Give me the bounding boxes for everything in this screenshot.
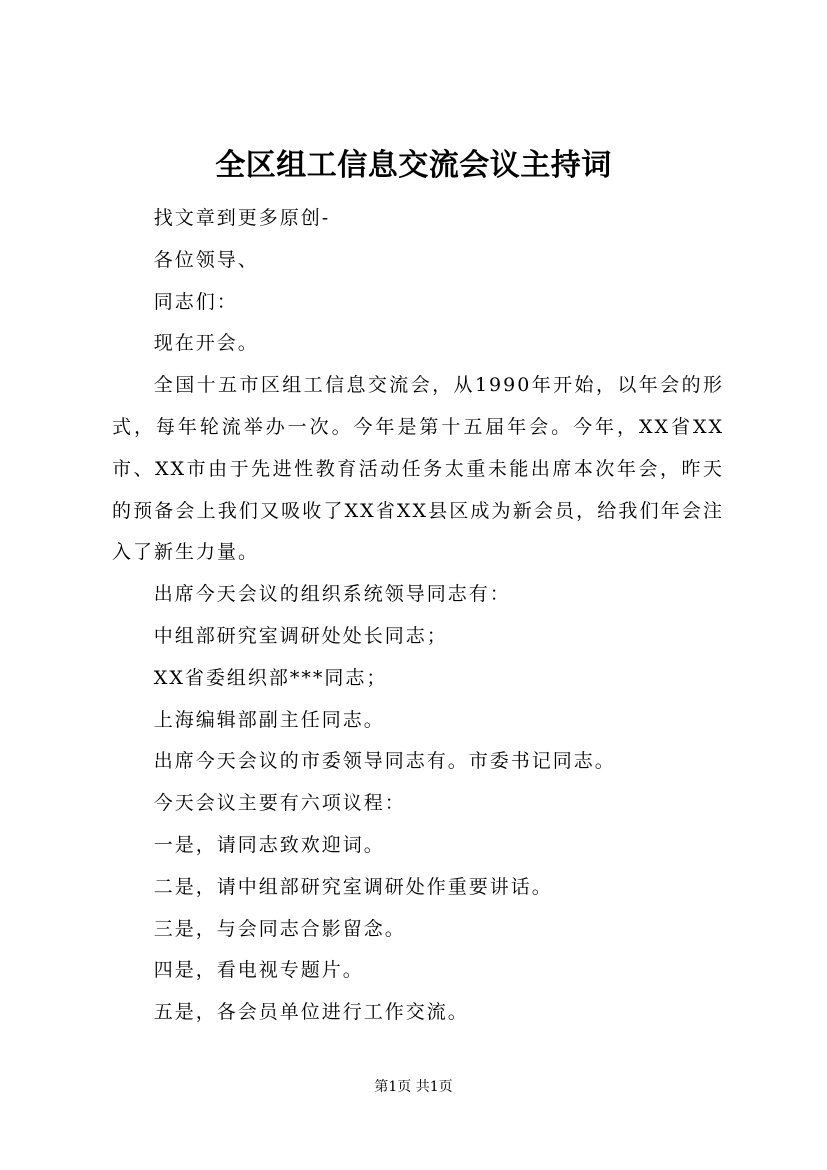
document-body [112, 198, 724, 1034]
paragraph: XX省委组织部***同志； [153, 666, 388, 689]
paragraph: 同志们： [153, 290, 238, 313]
paragraph: 出席今天会议的市委领导同志有。市委书记同志。 [153, 750, 616, 773]
paragraph: 找文章到更多原创- [153, 207, 331, 229]
paragraph: 四是，看电视专题片。 [153, 959, 364, 982]
paragraph: 三是，与会同志合影留念。 [153, 917, 406, 940]
paragraph: 各位领导、 [153, 248, 259, 271]
paragraph: 今天会议主要有六项议程： [153, 792, 406, 815]
paragraph: 出席今天会议的组织系统领导同志有： [153, 583, 511, 606]
paragraph: 现在开会。 [153, 332, 259, 355]
paragraph: 五是，各会员单位进行工作交流。 [153, 1001, 469, 1024]
paragraph: 全国十五市区组工信息交流会，从1990年开始，以年会的形式，每年轮流举办一次。今年是第十五届年会。今年，XX省XX市、XX市由于先进性教育活动任务太重未能出席本次年会，昨天的预备会上我们又吸收了XX省XX县区成为新会员，给我们年会注入了新生力量。 [112, 374, 724, 564]
document-title: 全区组工信息交流会议主持词 [215, 148, 612, 183]
paragraph: 上海编辑部副主任同志。 [153, 708, 385, 731]
page-footer [0, 1077, 827, 1097]
paragraph: 二是，请中组部研究室调研处作重要讲话。 [153, 875, 553, 898]
page-number: 第1页 共1页 [374, 1079, 453, 1095]
paragraph: 一是，请同志致欢迎词。 [153, 833, 385, 856]
paragraph: 中组部研究室调研处处长同志； [153, 624, 448, 647]
